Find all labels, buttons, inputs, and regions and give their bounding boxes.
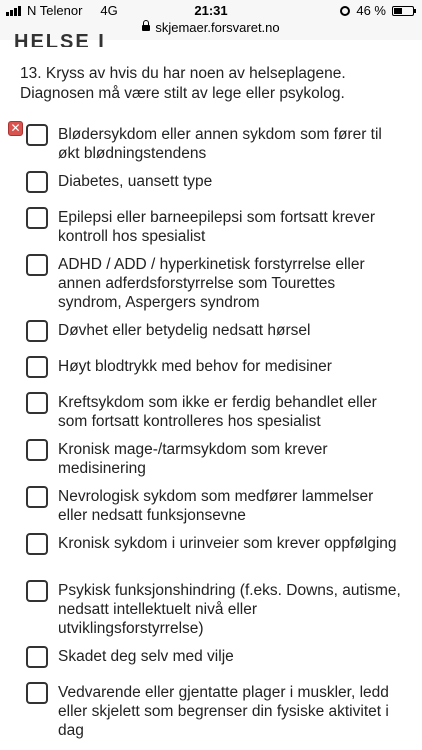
option-label[interactable]: Kreftsykdom som ikke er ferdig behandlet eller som fortsatt kontrolleres hos spesialist	[58, 394, 377, 430]
checkbox[interactable]	[26, 580, 48, 602]
checkbox[interactable]	[26, 682, 48, 704]
error-icon: ✕	[8, 121, 23, 136]
option-label[interactable]: Skadet deg selv med vilje	[58, 648, 234, 665]
checkbox[interactable]	[26, 207, 48, 229]
option-label[interactable]: Epilepsi eller barneepilepsi som fortsatt krever kontroll hos spesialist	[58, 209, 376, 245]
status-right	[340, 3, 414, 18]
option-label[interactable]: ADHD / ADD / hyperkinetisk forstyrrelse eller annen adferdsforstyrrelse som Tourettes syndrom, Aspergers syndrom	[58, 256, 365, 311]
option-label[interactable]: Høyt blodtrykk med behov for medisiner	[58, 358, 332, 375]
checkbox[interactable]	[26, 439, 48, 461]
battery-icon	[392, 6, 414, 16]
checkbox[interactable]	[26, 171, 48, 193]
option-label[interactable]: Døvhet eller betydelig nedsatt hørsel	[58, 322, 311, 339]
carrier-name: N Telenor	[27, 3, 83, 18]
question-text: 13. Kryss av hvis du har noen av helseplagene. Diagnosen må være stilt av lege eller psykolog.	[20, 65, 346, 102]
option-label[interactable]: Diabetes, uansett type	[58, 173, 213, 190]
battery-percent: 46 %	[356, 3, 386, 18]
clock: 21:31	[194, 3, 228, 18]
network-type: 4G	[100, 3, 118, 18]
option-label[interactable]: Kronisk sykdom i urinveier som krever oppfølging	[58, 535, 397, 552]
alarm-icon	[340, 6, 350, 16]
checkbox[interactable]	[26, 646, 48, 668]
checkbox[interactable]	[26, 486, 48, 508]
option-label[interactable]: Blødersykdom eller annen sykdom som fører til økt blødningstendens	[58, 126, 382, 162]
checkbox[interactable]	[26, 356, 48, 378]
option-label[interactable]: Kronisk mage-/tarmsykdom som krever medisinering	[58, 441, 328, 477]
url-text: skjemaer.forsvaret.no	[155, 20, 280, 35]
checkbox[interactable]	[26, 124, 48, 146]
checkbox[interactable]	[26, 533, 48, 555]
option-label[interactable]: Vedvarende eller gjentatte plager i muskler, ledd eller skjelett som begrenser din fysiske aktivitet i dag	[58, 684, 389, 739]
checkbox[interactable]	[26, 254, 48, 276]
option-label[interactable]: Nevrologisk sykdom som medfører lammelser eller nedsatt funksjonsevne	[58, 488, 374, 524]
lock-icon	[142, 25, 150, 31]
checkbox[interactable]	[26, 320, 48, 342]
section-heading: HELSE I	[14, 31, 106, 47]
checkbox[interactable]	[26, 392, 48, 414]
option-label[interactable]: Psykisk funksjonshindring (f.eks. Downs, autisme, nedsatt intellektuelt nivå eller utviklingsforstyrrelse)	[58, 582, 401, 637]
